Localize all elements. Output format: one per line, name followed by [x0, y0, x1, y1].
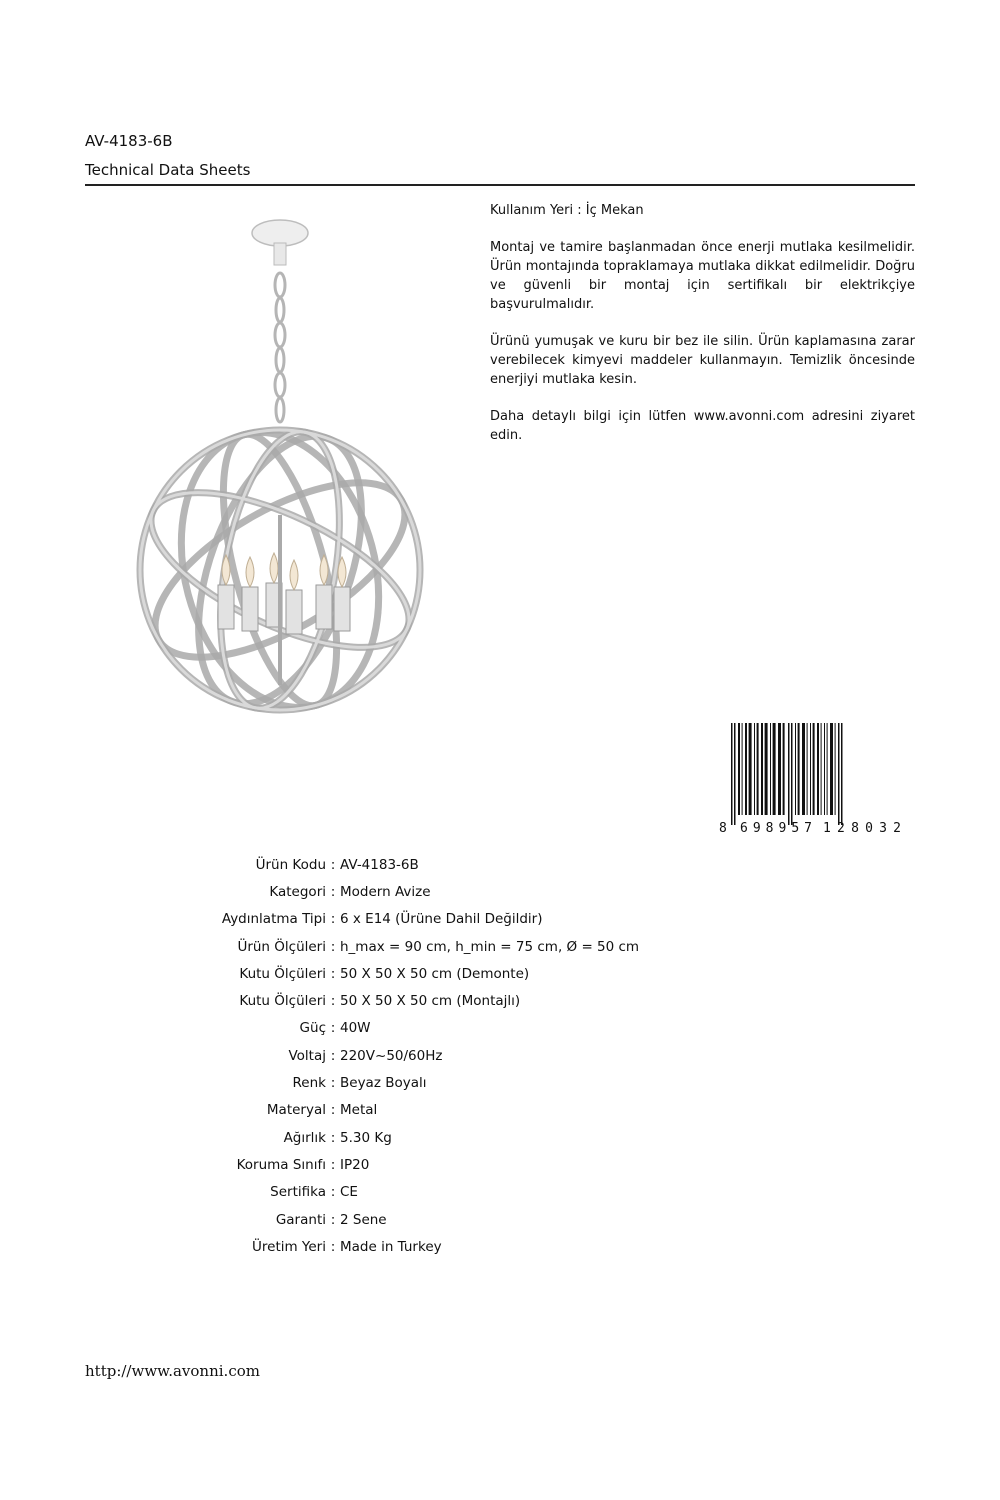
barcode-bar [810, 723, 811, 815]
spec-row [150, 878, 639, 905]
spec-label: Garanti [275, 1211, 326, 1228]
barcode-bar [824, 723, 825, 815]
spec-row [150, 906, 639, 933]
spec-value: h_max = 90 cm, h_min = 75 cm, Ø = 50 cm [340, 938, 640, 955]
spec-separator: : [330, 1102, 336, 1119]
barcode-bar [813, 723, 815, 815]
spec-row [150, 1151, 639, 1178]
barcode-digits-right: 128032 [823, 821, 901, 835]
spec-value: 40W [340, 1020, 371, 1037]
barcode-bar [745, 723, 747, 815]
spec-row [150, 1069, 639, 1096]
spec-label: Kutu Ölçüleri [239, 965, 326, 982]
spec-label: Güç [299, 1020, 326, 1037]
spec-value: CE [340, 1184, 358, 1201]
spec-value: 6 x E14 (Ürüne Dahil Değildir) [340, 911, 543, 928]
footer-website-link[interactable]: http://www.avonni.com [85, 1362, 260, 1380]
barcode-bar [795, 723, 796, 815]
barcode-digit-lead: 8 [719, 821, 727, 835]
barcode-bar [731, 723, 733, 825]
spec-label: Ürün Ölçüleri [237, 938, 326, 955]
spec-value: 50 X 50 X 50 cm (Montajlı) [340, 993, 521, 1010]
barcode-bar [841, 723, 843, 825]
barcode-bar [749, 723, 752, 815]
spec-separator: : [330, 1211, 336, 1228]
barcode-bar [835, 723, 836, 815]
spec-value: Modern Avize [340, 883, 431, 900]
spec-separator: : [330, 1184, 336, 1201]
spec-separator: : [330, 1156, 336, 1173]
barcode-bar [754, 723, 755, 815]
barcode-bar [827, 723, 828, 815]
spec-value: Made in Turkey [340, 1238, 442, 1255]
document-subtitle: Technical Data Sheets [85, 161, 251, 179]
spec-separator: : [330, 1020, 336, 1037]
barcode-bar [821, 723, 822, 815]
spec-separator: : [330, 1047, 336, 1064]
spec-label: Üretim Yeri [252, 1238, 326, 1255]
cleaning-paragraph: Ürünü yumuşak ve kuru bir bez ile silin. Ürün kaplamasına zarar verebilecek kimyevi maddeler kullanmayın. Temizlik öncesinde enerjiyi mutlaka kesin. [490, 334, 915, 387]
spec-separator: : [330, 1129, 336, 1146]
barcode-bar [788, 723, 790, 825]
spec-label: Ağırlık [283, 1129, 326, 1146]
spec-separator: : [330, 856, 336, 873]
spec-table [150, 851, 639, 1260]
spec-row [150, 1233, 639, 1260]
info-column [490, 201, 915, 445]
spec-row [150, 1124, 639, 1151]
spec-row [150, 851, 639, 878]
spec-value: 50 X 50 X 50 cm (Demonte) [340, 965, 530, 982]
barcode-bar [798, 723, 800, 815]
spec-value: 2 Sene [340, 1211, 387, 1228]
spec-separator: : [330, 965, 336, 982]
spec-value: IP20 [340, 1156, 370, 1173]
barcode-bar [807, 723, 808, 815]
barcode-bar [802, 723, 805, 815]
spec-row [150, 1042, 639, 1069]
more-info-paragraph: Daha detaylı bilgi için lütfen www.avonni.com adresini ziyaret edin. [490, 409, 915, 443]
barcode-bar [838, 723, 840, 825]
barcode-digits-left: 698957 [740, 821, 812, 835]
spec-label: Ürün Kodu [255, 856, 326, 873]
spec-value: AV-4183-6B [340, 856, 419, 873]
spec-label: Kutu Ölçüleri [239, 993, 326, 1010]
barcode-bar [770, 723, 771, 815]
spec-separator: : [330, 1075, 336, 1092]
spec-row [150, 1097, 639, 1124]
spec-value: Metal [340, 1102, 378, 1119]
barcode-bar [765, 723, 768, 815]
barcode-bar [783, 723, 785, 815]
barcode-bar [778, 723, 781, 815]
spec-row [150, 987, 639, 1014]
spec-separator: : [330, 1238, 336, 1255]
barcode-bar [734, 723, 736, 825]
spec-separator: : [330, 993, 336, 1010]
spec-value: 220V~50/60Hz [340, 1047, 443, 1064]
orb-chandelier-image [120, 215, 450, 725]
spec-row [150, 960, 639, 987]
barcode-bar [817, 723, 819, 815]
spec-label: Materyal [266, 1102, 326, 1119]
spec-label: Voltaj [288, 1047, 326, 1064]
spec-separator: : [330, 883, 336, 900]
spec-row [150, 1179, 639, 1206]
spec-label: Aydınlatma Tipi [221, 911, 326, 928]
header-divider [85, 184, 915, 186]
spec-value: Beyaz Boyalı [340, 1075, 427, 1092]
barcode [715, 720, 915, 835]
barcode-bar [761, 723, 763, 815]
safety-paragraph: Montaj ve tamire başlanmadan önce enerji mutlaka kesilmelidir. Ürün montajında topraklamaya mutlaka dikkat edilmelidir. Doğru ve güvenli bir montaj için sertifikalı bir elektrikçiye başvurulmalıdır. [490, 240, 915, 312]
barcode-bar [791, 723, 793, 825]
barcode-bar [773, 723, 776, 815]
spec-row [150, 933, 639, 960]
spec-separator: : [330, 911, 336, 928]
barcode-bar [830, 723, 833, 815]
spec-row [150, 1206, 639, 1233]
barcode-bar [757, 723, 759, 815]
spec-label: Renk [292, 1075, 326, 1092]
spec-separator: : [330, 938, 336, 955]
product-code-title: AV-4183-6B [85, 132, 173, 150]
barcode-bar [738, 723, 740, 815]
spec-row [150, 1015, 639, 1042]
usage-location: Kullanım Yeri : İç Mekan [490, 203, 644, 218]
spec-value: 5.30 Kg [340, 1129, 392, 1146]
spec-label: Sertifika [270, 1184, 326, 1201]
spec-label: Koruma Sınıfı [236, 1156, 326, 1173]
barcode-bar [742, 723, 743, 815]
spec-label: Kategori [269, 883, 326, 900]
